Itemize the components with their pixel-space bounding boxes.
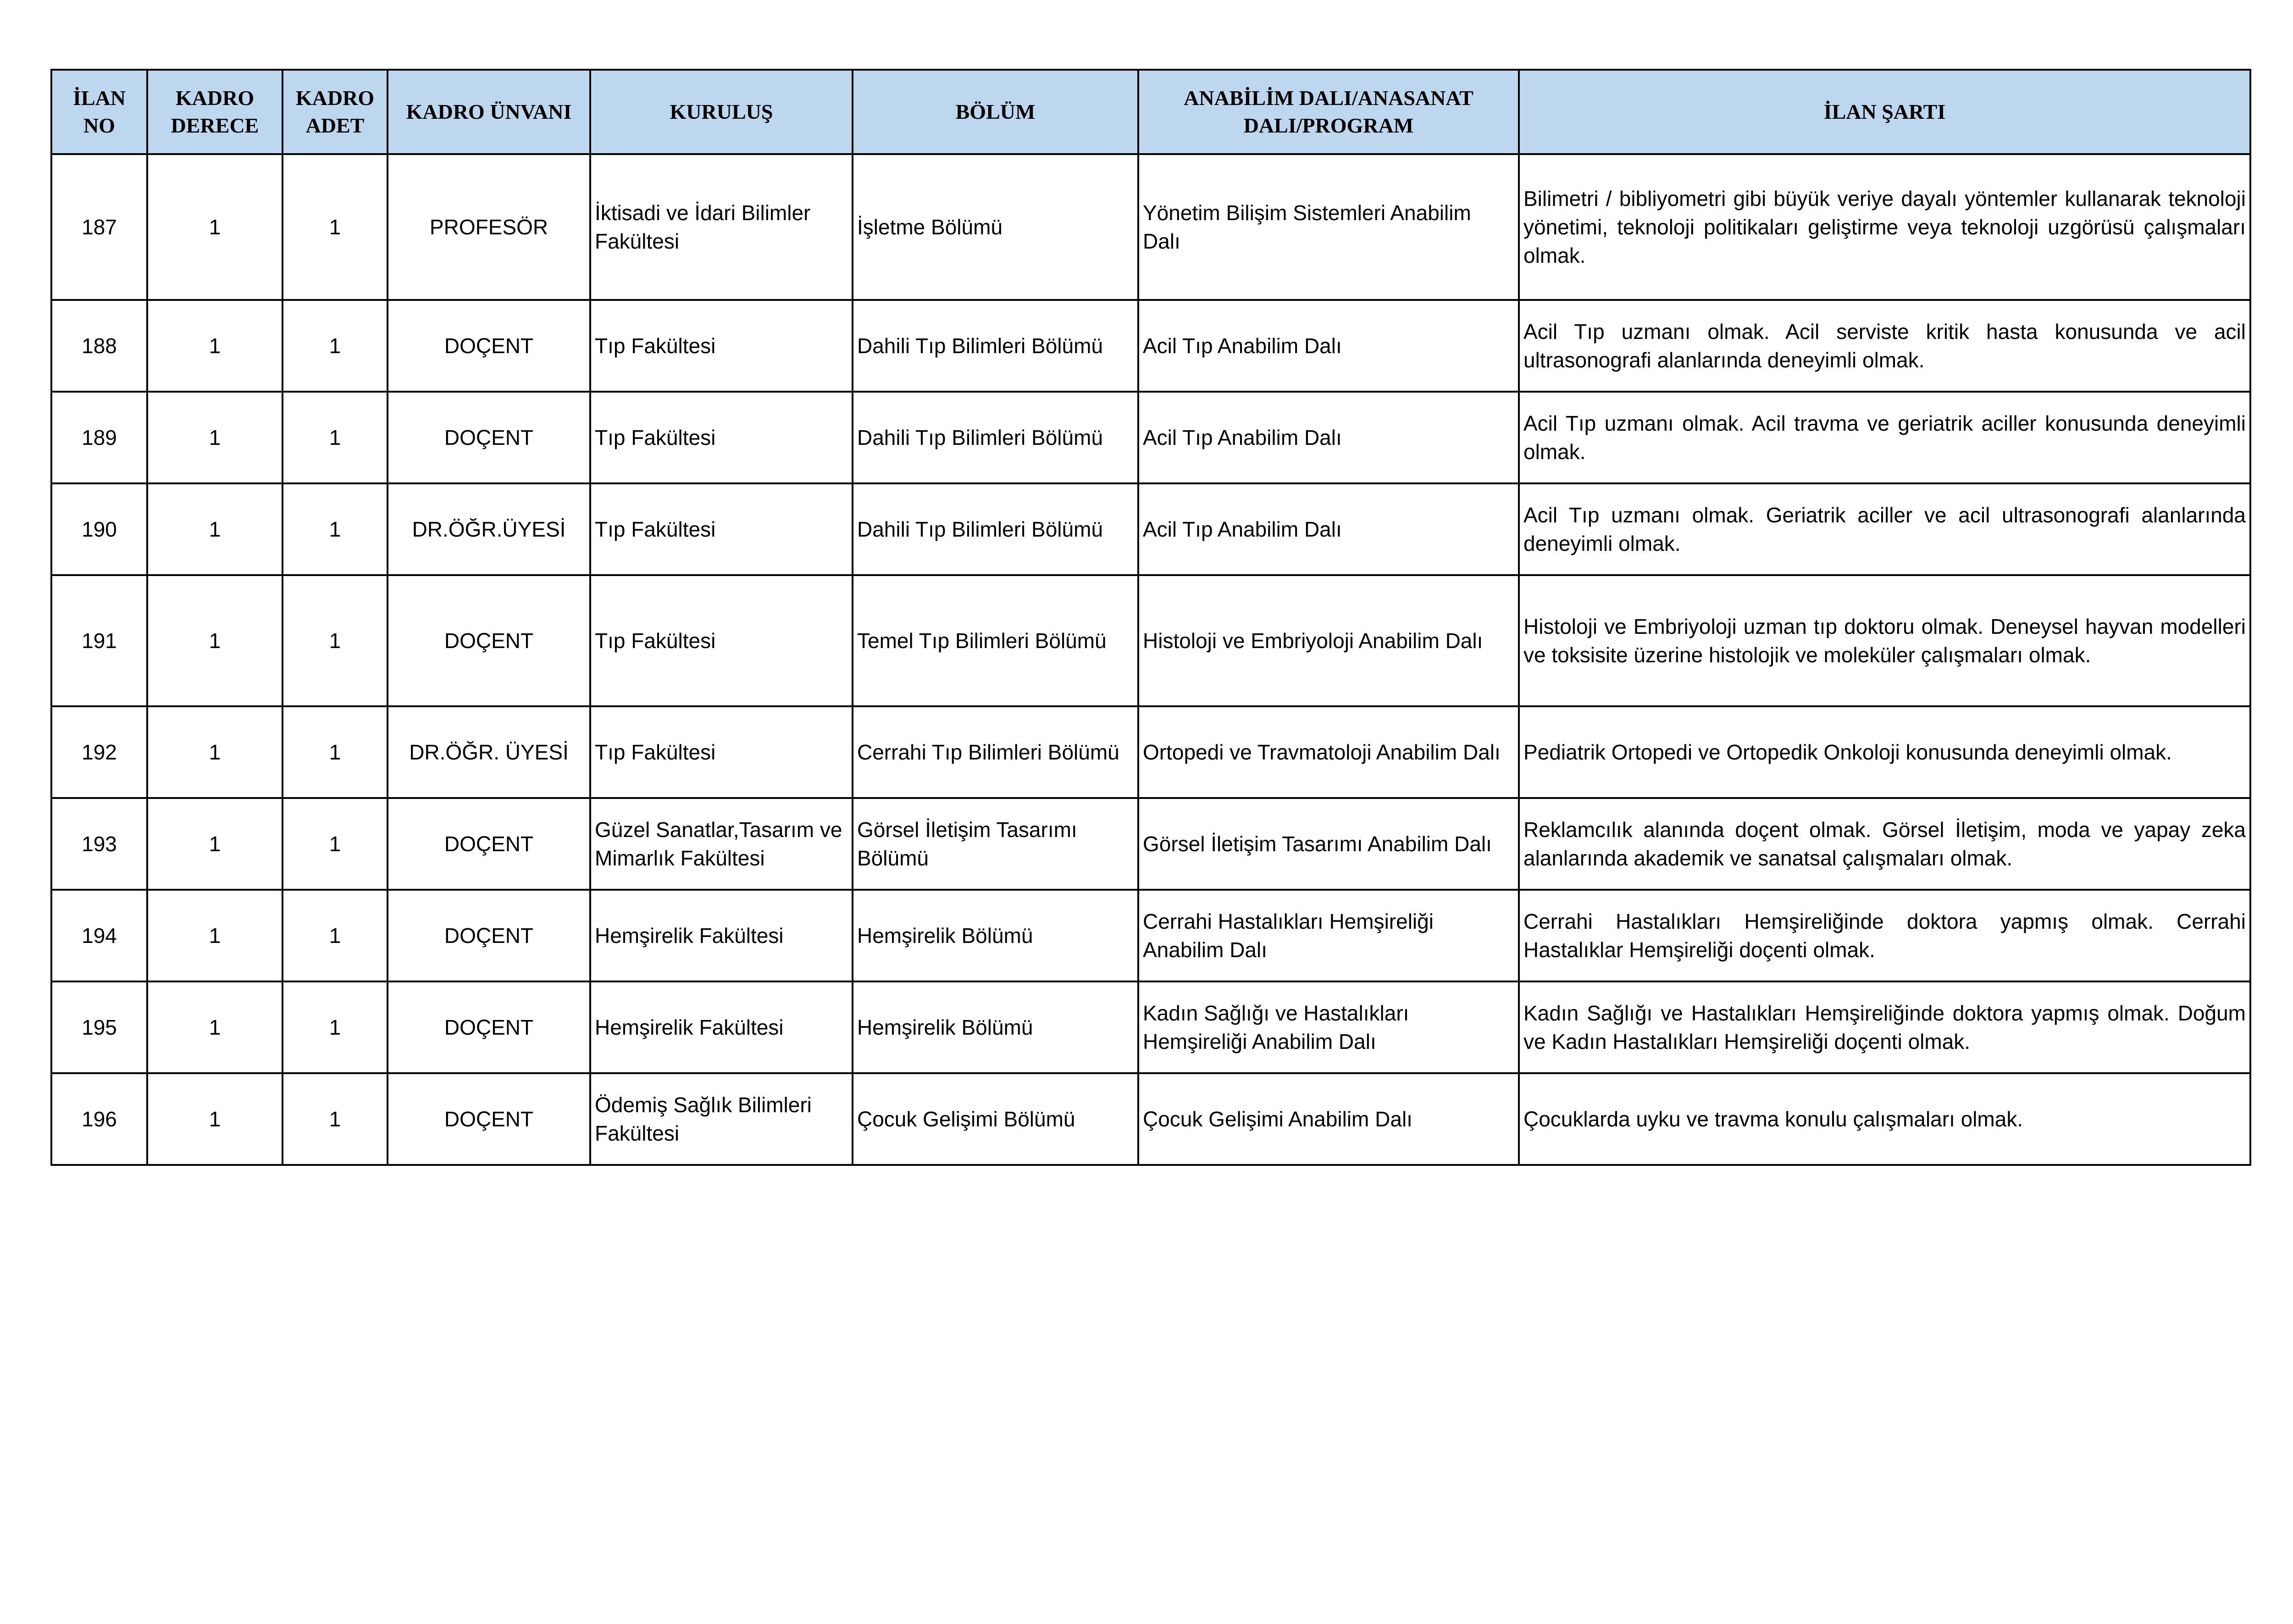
cell-adet: 1 <box>282 483 388 575</box>
cell-ilan-sarti: Reklamcılık alanında doçent olmak. Görsel İletişim, moda ve yapay zeka alanlarında akademik ve sanatsal çalışmaları olmak. <box>1519 798 2250 890</box>
cell-bolum: Dahili Tıp Bilimleri Bölümü <box>853 392 1138 483</box>
cell-kurulus: Tıp Fakültesi <box>590 300 853 392</box>
cell-anabilim: Acil Tıp Anabilim Dalı <box>1138 483 1519 575</box>
cell-bolum: Cerrahi Tıp Bilimleri Bölümü <box>853 706 1138 798</box>
cell-anabilim: Histoloji ve Embriyoloji Anabilim Dalı <box>1138 575 1519 706</box>
cell-anabilim: Kadın Sağlığı ve Hastalıkları Hemşireliği Anabilim Dalı <box>1138 981 1519 1073</box>
cell-adet: 1 <box>282 1073 388 1165</box>
cell-ilan-sarti: Histoloji ve Embriyoloji uzman tıp doktoru olmak. Deneysel hayvan modelleri ve toksisite üzerine histolojik ve moleküler çalışmaları olmak. <box>1519 575 2250 706</box>
cell-unvan: DOÇENT <box>388 890 590 981</box>
table-row <box>51 798 2250 890</box>
cell-kurulus: Tıp Fakültesi <box>590 483 853 575</box>
header-anabilim: ANABİLİM DALI/ANASANAT DALI/PROGRAM <box>1138 70 1519 154</box>
cell-ilan-no: 192 <box>51 706 147 798</box>
cell-ilan-no: 190 <box>51 483 147 575</box>
header-ilan-no: İLAN NO <box>51 70 147 154</box>
table-row <box>51 981 2250 1073</box>
header-ilan-sarti: İLAN ŞARTI <box>1519 70 2250 154</box>
cell-adet: 1 <box>282 890 388 981</box>
cell-unvan: DR.ÖĞR.ÜYESİ <box>388 483 590 575</box>
cell-ilan-sarti: Acil Tıp uzmanı olmak. Acil travma ve geriatrik aciller konusunda deneyimli olmak. <box>1519 392 2250 483</box>
cell-ilan-no: 188 <box>51 300 147 392</box>
cell-bolum: Çocuk Gelişimi Bölümü <box>853 1073 1138 1165</box>
cell-unvan: DR.ÖĞR. ÜYESİ <box>388 706 590 798</box>
header-kadro-derece: KADRO DERECE <box>147 70 282 154</box>
cell-kurulus: Ödemiş Sağlık Bilimleri Fakültesi <box>590 1073 853 1165</box>
cell-derece: 1 <box>147 300 282 392</box>
cell-adet: 1 <box>282 154 388 300</box>
cell-adet: 1 <box>282 981 388 1073</box>
cell-bolum: Dahili Tıp Bilimleri Bölümü <box>853 483 1138 575</box>
cell-kurulus: Güzel Sanatlar,Tasarım ve Mimarlık Fakültesi <box>590 798 853 890</box>
cell-anabilim: Acil Tıp Anabilim Dalı <box>1138 392 1519 483</box>
cell-adet: 1 <box>282 392 388 483</box>
table-row <box>51 890 2250 981</box>
cell-anabilim: Acil Tıp Anabilim Dalı <box>1138 300 1519 392</box>
cell-unvan: DOÇENT <box>388 798 590 890</box>
cell-ilan-sarti: Kadın Sağlığı ve Hastalıkları Hemşireliğinde doktora yapmış olmak. Doğum ve Kadın Hastalıkları Hemşireliği doçenti olmak. <box>1519 981 2250 1073</box>
cell-ilan-no: 191 <box>51 575 147 706</box>
cell-derece: 1 <box>147 154 282 300</box>
cell-ilan-sarti: Cerrahi Hastalıkları Hemşireliğinde doktora yapmış olmak. Cerrahi Hastalıklar Hemşireliği doçenti olmak. <box>1519 890 2250 981</box>
cell-kurulus: Tıp Fakültesi <box>590 575 853 706</box>
table-row <box>51 154 2250 300</box>
cell-derece: 1 <box>147 981 282 1073</box>
cell-anabilim: Ortopedi ve Travmatoloji Anabilim Dalı <box>1138 706 1519 798</box>
cell-unvan: DOÇENT <box>388 392 590 483</box>
cell-ilan-sarti: Bilimetri / bibliyometri gibi büyük veriye dayalı yöntemler kullanarak teknoloji yönetimi, teknoloji politikaları geliştirme veya teknoloji uzgörüsü çalışmaları olmak. <box>1519 154 2250 300</box>
cell-derece: 1 <box>147 392 282 483</box>
cell-anabilim: Cerrahi Hastalıkları Hemşireliği Anabilim Dalı <box>1138 890 1519 981</box>
cell-ilan-no: 194 <box>51 890 147 981</box>
job-listing-table-container <box>50 69 2249 1166</box>
cell-derece: 1 <box>147 798 282 890</box>
cell-anabilim: Çocuk Gelişimi Anabilim Dalı <box>1138 1073 1519 1165</box>
cell-bolum: Temel Tıp Bilimleri Bölümü <box>853 575 1138 706</box>
cell-derece: 1 <box>147 575 282 706</box>
cell-derece: 1 <box>147 706 282 798</box>
cell-ilan-no: 196 <box>51 1073 147 1165</box>
cell-bolum: Görsel İletişim Tasarımı Bölümü <box>853 798 1138 890</box>
cell-ilan-no: 187 <box>51 154 147 300</box>
cell-anabilim: Görsel İletişim Tasarımı Anabilim Dalı <box>1138 798 1519 890</box>
cell-ilan-sarti: Pediatrik Ortopedi ve Ortopedik Onkoloji konusunda deneyimli olmak. <box>1519 706 2250 798</box>
cell-unvan: DOÇENT <box>388 300 590 392</box>
cell-unvan: DOÇENT <box>388 575 590 706</box>
cell-kurulus: Hemşirelik Fakültesi <box>590 890 853 981</box>
cell-bolum: Hemşirelik Bölümü <box>853 981 1138 1073</box>
table-row <box>51 483 2250 575</box>
cell-bolum: Hemşirelik Bölümü <box>853 890 1138 981</box>
cell-adet: 1 <box>282 706 388 798</box>
cell-kurulus: Tıp Fakültesi <box>590 392 853 483</box>
cell-derece: 1 <box>147 483 282 575</box>
cell-derece: 1 <box>147 890 282 981</box>
cell-ilan-sarti: Acil Tıp uzmanı olmak. Acil serviste kritik hasta konusunda ve acil ultrasonografi alanlarında deneyimli olmak. <box>1519 300 2250 392</box>
table-row <box>51 1073 2250 1165</box>
cell-derece: 1 <box>147 1073 282 1165</box>
job-listing-table <box>50 69 2251 1166</box>
cell-adet: 1 <box>282 300 388 392</box>
header-kurulus: KURULUŞ <box>590 70 853 154</box>
cell-ilan-sarti: Acil Tıp uzmanı olmak. Geriatrik aciller ve acil ultrasonografi alanlarında deneyimli olmak. <box>1519 483 2250 575</box>
cell-ilan-no: 195 <box>51 981 147 1073</box>
header-kadro-adet: KADRO ADET <box>282 70 388 154</box>
cell-adet: 1 <box>282 575 388 706</box>
cell-kurulus: Tıp Fakültesi <box>590 706 853 798</box>
cell-bolum: İşletme Bölümü <box>853 154 1138 300</box>
header-bolum: BÖLÜM <box>853 70 1138 154</box>
cell-kurulus: Hemşirelik Fakültesi <box>590 981 853 1073</box>
cell-anabilim: Yönetim Bilişim Sistemleri Anabilim Dalı <box>1138 154 1519 300</box>
cell-kurulus: İktisadi ve İdari Bilimler Fakültesi <box>590 154 853 300</box>
table-row <box>51 575 2250 706</box>
header-row <box>51 70 2250 154</box>
cell-ilan-no: 189 <box>51 392 147 483</box>
cell-ilan-no: 193 <box>51 798 147 890</box>
cell-unvan: DOÇENT <box>388 1073 590 1165</box>
table-row <box>51 300 2250 392</box>
header-kadro-unvani: KADRO ÜNVANI <box>388 70 590 154</box>
table-row <box>51 706 2250 798</box>
cell-adet: 1 <box>282 798 388 890</box>
cell-unvan: DOÇENT <box>388 981 590 1073</box>
cell-bolum: Dahili Tıp Bilimleri Bölümü <box>853 300 1138 392</box>
cell-unvan: PROFESÖR <box>388 154 590 300</box>
cell-ilan-sarti: Çocuklarda uyku ve travma konulu çalışmaları olmak. <box>1519 1073 2250 1165</box>
table-row <box>51 392 2250 483</box>
